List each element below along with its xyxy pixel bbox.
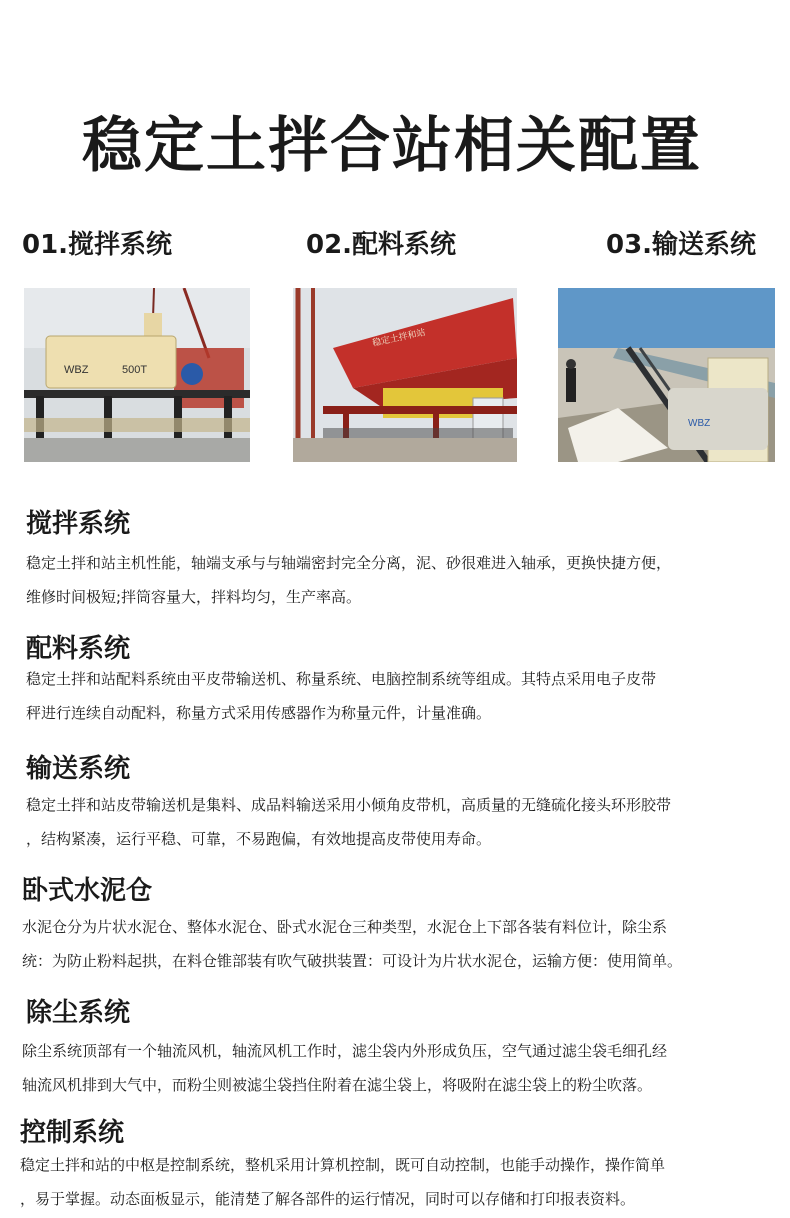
section-line: 轴流风机排到大气中，而粉尘则被滤尘袋挡住附着在滤尘袋上，将吸附在滤尘袋上的粉尘吹落。 xyxy=(22,1076,653,1094)
section-line: 稳定土拌和站主机性能，轴端支承与与轴端密封完全分离，泥、砂很难进入轴承，更换快捷方便， xyxy=(26,554,672,572)
mixing-system-photo xyxy=(24,288,250,462)
section-title-control: 控制系统 xyxy=(20,1118,125,1148)
section-line: 水泥仓分为片状水泥仓、整体水泥仓、卧式水泥仓三种类型，水泥仓上下部各装有料位计，除尘系 xyxy=(22,918,668,936)
section-title-mixing: 搅拌系统 xyxy=(26,509,131,539)
section-line: 稳定土拌和站配料系统由平皮带输送机、称量系统、电脑控制系统等组成。其特点采用电子皮带 xyxy=(26,670,657,688)
section-line: 秤进行连续自动配料，称量方式采用传感器作为称量元件，计量准确。 xyxy=(26,704,492,722)
section-body-conveying xyxy=(26,788,671,856)
conveying-system-photo xyxy=(558,288,775,462)
section-line: 稳定土拌和站皮带输送机是集料、成品料输送采用小倾角皮带机，高质量的无缝硫化接头环形胶带 xyxy=(26,796,672,814)
mixer-text-wbz: WBZ xyxy=(64,364,89,376)
section-body-dust-removal xyxy=(22,1034,667,1102)
hopper-text: 稳定土拌和站 xyxy=(371,326,427,348)
mixer-text-500t: 500T xyxy=(122,364,148,376)
section-title-dust-removal: 除尘系统 xyxy=(26,998,131,1028)
section-line: ，易于掌握。动态面板显示，能清楚了解各部件的运行情况，同时可以存储和打印报表资料。 xyxy=(20,1190,636,1208)
section-line: 维修时间极短;拌筒容量大，拌料均匀，生产率高。 xyxy=(26,588,362,606)
section-body-control xyxy=(20,1148,665,1216)
batching-system-photo xyxy=(293,288,517,462)
section-line: 除尘系统顶部有一个轴流风机，轴流风机工作时，滤尘袋内外形成负压，空气通过滤尘袋毛细孔经 xyxy=(22,1042,668,1060)
section-line: 统：为防止粉料起拱，在料仓锥部装有吹气破拱装置：可设计为片状水泥仓，运输方便：使用简单。 xyxy=(22,952,683,970)
page-title: 稳定土拌合站相关配置 xyxy=(82,111,702,181)
section-line: ，结构紧凑，运行平稳、可靠，不易跑偏，有效地提高皮带使用寿命。 xyxy=(26,830,492,848)
section-title-conveying: 输送系统 xyxy=(26,754,131,784)
section-body-mixing xyxy=(26,546,671,614)
section-title-cement-silo: 卧式水泥仓 xyxy=(22,876,153,906)
section-title-batching: 配料系统 xyxy=(26,634,131,664)
system-label-batching: 02.配料系统 xyxy=(306,230,457,260)
section-line: 稳定土拌和站的中枢是控制系统，整机采用计算机控制，既可自动控制，也能手动操作，操作简单 xyxy=(20,1156,666,1174)
system-label-mixing: 01.搅拌系统 xyxy=(22,230,173,260)
section-body-batching xyxy=(26,662,656,730)
system-label-conveying: 03.输送系统 xyxy=(606,230,757,260)
conveyor-text: WBZ xyxy=(688,418,711,429)
section-body-cement-silo xyxy=(22,910,682,978)
